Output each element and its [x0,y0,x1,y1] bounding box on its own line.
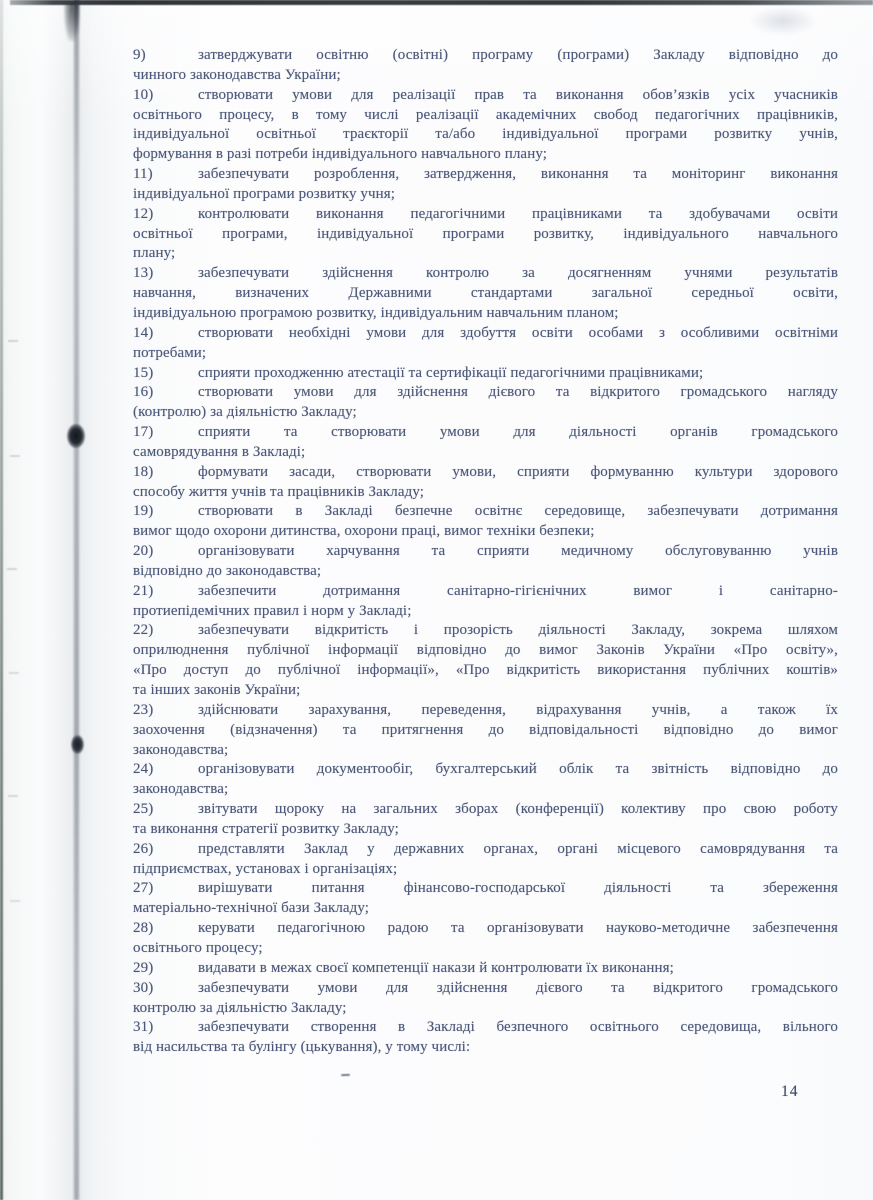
page-edge-shadow [0,0,3,1200]
item-number: 10) [133,86,154,103]
binding-hole-mark [67,424,85,448]
item-number: 15) [133,364,154,381]
item-number: 30) [133,979,154,996]
binding-fold-shadow [74,0,79,1200]
text-line: 20) організовувати харчування та сприяти медичному обслуговуванню учнів [133,542,838,562]
text-line: від насильства та булінгу (цькування), у тому числі: [133,1039,471,1056]
text-line: самоврядування в Закладі; [133,443,306,460]
text-line: та виконання стратегії розвитку Закладу; [133,820,399,837]
text-line: формування в разі потреби індивідуального навчального плану; [133,146,547,163]
item-number: 23) [133,701,154,718]
item-number: 14) [133,324,154,341]
text-line: матеріально-технічної бази Закладу; [133,900,370,917]
item-number: 31) [133,1019,154,1036]
text-line: 17) сприяти та створювати умови для діяльності органів громадського [133,423,838,443]
text-line: відповідно до законодавства; [133,562,322,579]
scanner-edge-shadow [10,0,873,5]
text-line: 23) здійснювати зарахування, переведення, відрахування учнів, а також їх [133,701,838,721]
text-line: 12) контролювати виконання педагогічними працівниками та здобувачами освіти [133,205,838,225]
text-line: протиепідемічних правил і норм у Закладі; [133,602,412,619]
text-line: (контролю) за діяльністю Закладу; [133,404,357,421]
text-line: індивідуальної освітньої траєкторії та/або індивідуальної програми розвитку учнів, [133,126,838,143]
text-line: 9) затверджувати освітню (освітні) програму (програми) Закладу відповідно до [133,46,838,66]
binding-fold-top-smear [64,3,80,41]
text-line: 22) забезпечувати відкритість і прозорість діяльності Закладу, зокрема шляхом [133,621,838,641]
item-number: 25) [133,801,154,818]
text-line: чинного законодавства України; [133,66,341,83]
text-line: 29) видавати в межах своєї компетенції накази й контролювати їх виконання; [133,959,838,979]
text-line: 11) забезпечувати розроблення, затвердження, виконання та моніторинг виконання [133,165,838,185]
text-line: індивідуальною програмою розвитку, індивідуальним навчальним планом; [133,304,619,321]
item-number: 18) [133,463,154,480]
item-number: 17) [133,424,154,441]
text-line: освітньої програми, індивідуальної програми розвитку, індивідуального навчального [133,225,838,242]
text-line: «Про доступ до публічної інформації», «Про відкритість використання публічних коштів» [133,662,838,679]
margin-smudge-marks [8,340,18,342]
text-line: 18) формувати засади, створювати умови, сприяти формуванню культури здорового [133,463,838,483]
item-number: 22) [133,622,154,639]
text-line: 25) звітувати щороку на загальних зборах (конференції) колективу про свою роботу [133,800,838,820]
text-line: законодавства; [133,781,229,798]
text-line: 27) вирішувати питання фінансово-господарської діяльності та збереження [133,879,838,899]
item-number: 11) [133,166,153,183]
text-line: підприємствах, установах і організаціях; [133,860,398,877]
text-line: вимог щодо охорони дитинства, охорони праці, вимог техніки безпеки; [133,523,595,540]
item-number: 26) [133,840,154,857]
text-line: 10) створювати умови для реалізації прав та виконання обов’язків усіх учасників [133,86,838,106]
item-number: 19) [133,503,154,520]
binding-hole-mark [71,735,84,754]
item-number: 20) [133,543,154,560]
stray-mark [341,1074,350,1076]
text-line: законодавства; [133,741,229,758]
text-line: оприлюднення публічної інформації відповідно до вимог Законів України «Про освіту», [133,642,838,659]
text-line: заохочення (відзначення) та притягнення до відповідальності відповідно до вимог [133,721,838,738]
item-number: 24) [133,761,154,778]
text-line: контролю за діяльністю Закладу; [133,999,347,1016]
ink-bleed-mark [748,6,818,36]
text-line: індивідуальної програми розвитку учня; [133,185,396,202]
text-line: 26) представляти Заклад у державних органах, органі місцевого самоврядування та [133,840,838,860]
item-number: 27) [133,880,154,897]
text-line: 30) забезпечувати умови для здійснення дієвого та відкритого громадського [133,979,838,999]
text-line: способу життя учнів та працівників Закладу; [133,483,425,500]
text-line: 15) сприяти проходженню атестації та сертифікації педагогічними працівниками; [133,364,838,384]
text-line: освітнього процесу, в тому числі реалізації академічних свобод педагогічних працівників, [133,106,838,123]
text-line: 28) керувати педагогічною радою та організовувати науково-методичне забезпечення [133,919,838,939]
document-body [133,46,838,1058]
item-number: 9) [133,47,146,63]
text-line: 24) організовувати документообіг, бухгалтерський облік та звітність відповідно до [133,760,838,780]
item-number: 28) [133,920,154,937]
text-line: 16) створювати умови для здійснення дієвого та відкритого громадського нагляду [133,383,838,403]
text-line: 21) забезпечити дотримання санітарно-гігієнічних вимог і санітарно- [133,582,838,602]
item-number: 21) [133,582,154,599]
text-line: потребами; [133,344,207,361]
text-line: 13) забезпечувати здійснення контролю за досягненням учнями результатів [133,264,838,284]
text-line: навчання, визначених Державними стандартами загальної середньої освіти, [133,285,838,302]
item-number: 16) [133,384,154,401]
item-number: 29) [133,959,154,976]
item-number: 13) [133,265,154,282]
text-line: 14) створювати необхідні умови для здобуття освіти особами з особливими освітніми [133,324,838,344]
text-line: 19) створювати в Закладі безпечне освітнє середовище, забезпечувати дотримання [133,502,838,522]
text-line: та інших законів України; [133,682,301,698]
text-line: 31) забезпечувати створення в Закладі безпечного освітнього середовища, вільного [133,1018,838,1038]
text-line: плану; [133,245,176,262]
page-number: 14 [781,1083,799,1100]
text-line: освітнього процесу; [133,939,263,956]
item-number: 12) [133,205,154,222]
